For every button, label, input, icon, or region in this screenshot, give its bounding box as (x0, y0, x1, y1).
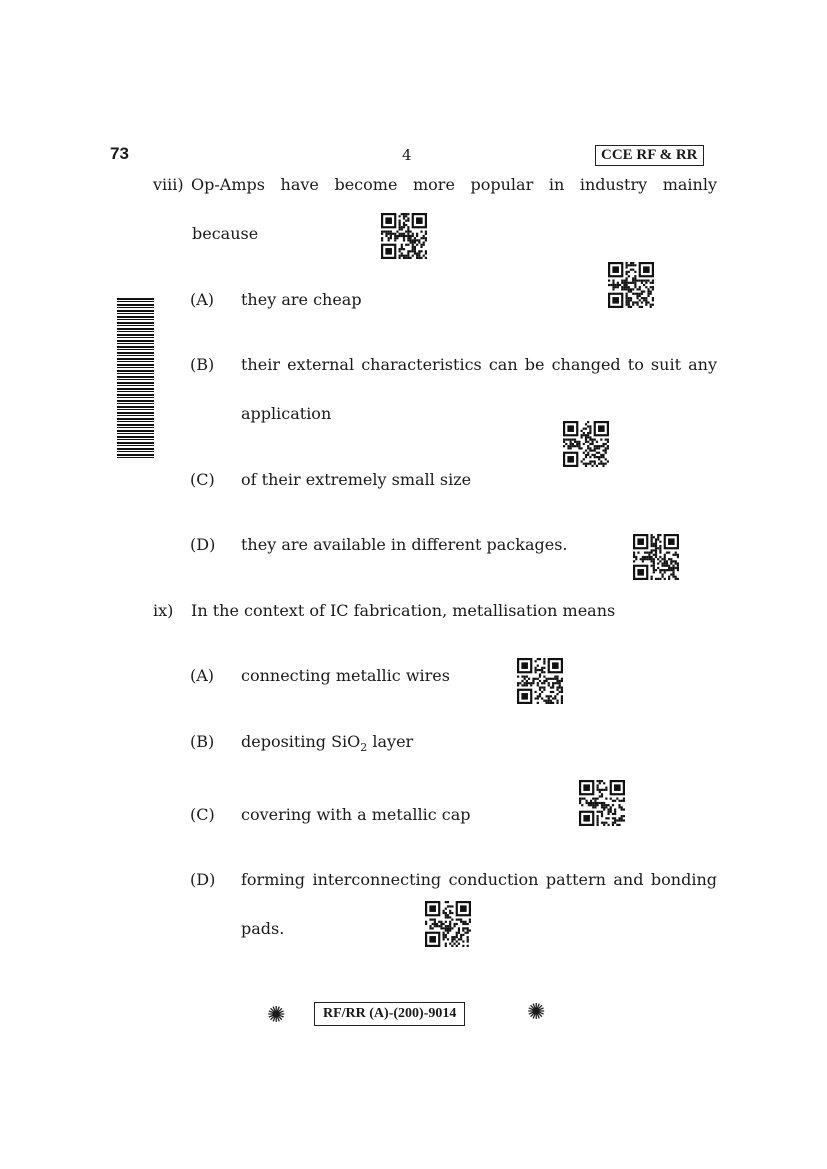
question-viii-line2: because (192, 224, 259, 243)
exam-code-box: CCE RF & RR (595, 145, 704, 166)
option-label-a: (A) (190, 290, 215, 309)
option-label-d: (D) (190, 535, 216, 554)
option-text-a: connecting metallic wires (241, 666, 450, 685)
option-label-c: (C) (190, 470, 215, 489)
barcode-image (117, 298, 154, 458)
option-label-b: (B) (190, 355, 215, 374)
option-text-d-line2: pads. (241, 919, 285, 938)
option-text-b-line1: their external characteristics can be changed to suit any (241, 355, 717, 374)
qr-code-image (425, 901, 471, 947)
option-text-c: covering with a metallic cap (241, 805, 471, 824)
option-label-c: (C) (190, 805, 215, 824)
option-text-d-line1: forming interconnecting conduction pattern and bonding (241, 870, 717, 889)
footer-code-box: RF/RR (A)-(200)-9014 (314, 1002, 465, 1026)
option-label-d: (D) (190, 870, 216, 889)
qr-code-image (633, 534, 679, 580)
qr-code-image (563, 421, 609, 467)
ornament-left-icon: ✺ (267, 1003, 286, 1028)
subscript-2: 2 (360, 741, 368, 755)
ornament-right-icon: ✺ (527, 1000, 546, 1025)
option-text-d: they are available in different packages. (241, 535, 568, 554)
page-number-center: 4 (402, 146, 412, 164)
question-number-ix: ix) (153, 601, 174, 620)
option-label-b: (B) (190, 732, 215, 751)
option-label-a: (A) (190, 666, 215, 685)
question-viii-line1: Op-Amps have become more popular in industry mainly (191, 175, 717, 194)
option-text-b (241, 732, 413, 754)
qr-code-image (579, 780, 625, 826)
option-text-a: they are cheap (241, 290, 362, 309)
question-ix-text: In the context of IC fabrication, metallisation means (191, 601, 616, 620)
qr-code-image (381, 213, 427, 259)
option-text-b-tail: layer (367, 732, 414, 751)
option-text-b-main: depositing SiO (241, 732, 361, 751)
question-number-viii: viii) (153, 175, 184, 194)
qr-code-image (517, 658, 563, 704)
option-text-b-line2: application (241, 404, 332, 423)
option-text-c: of their extremely small size (241, 470, 472, 489)
qr-code-image (608, 262, 654, 308)
page-number-left: 73 (110, 144, 129, 163)
